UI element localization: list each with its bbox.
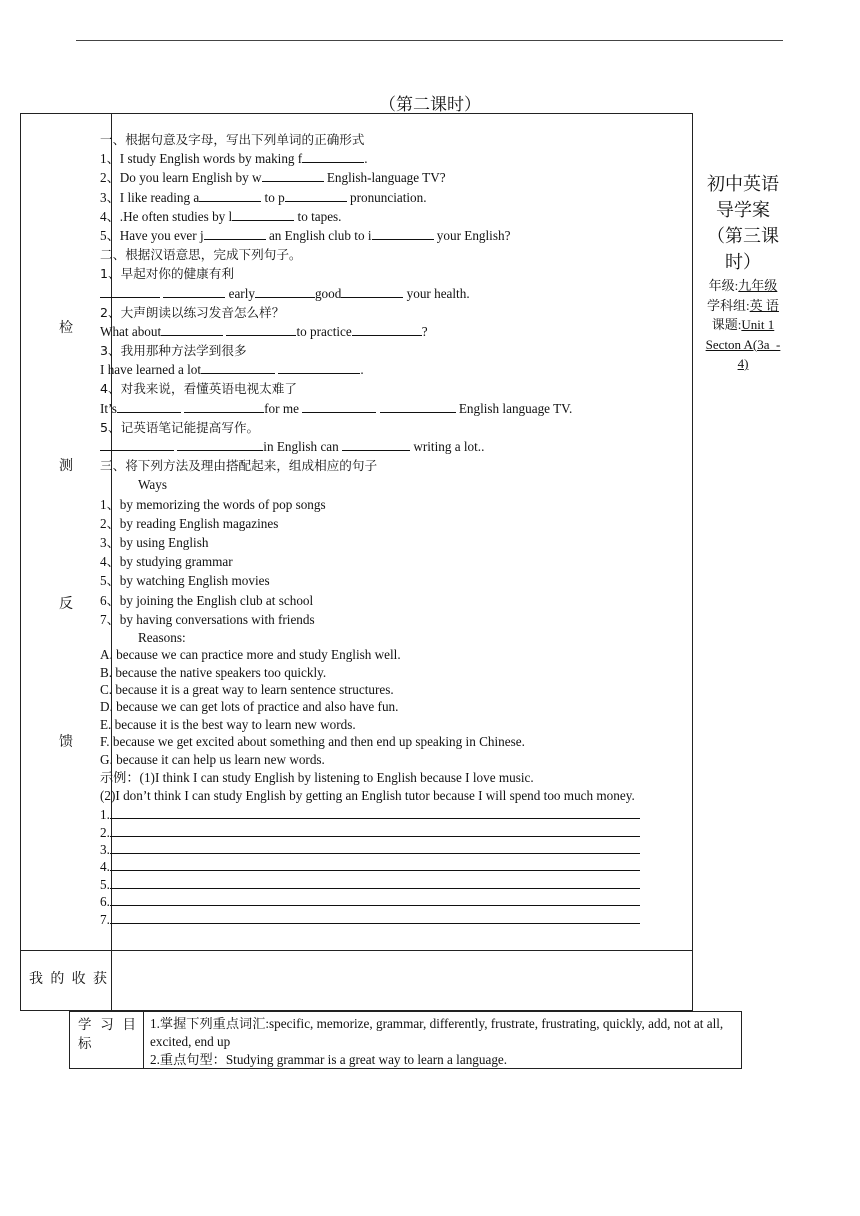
blank[interactable]	[100, 437, 174, 451]
answer-blank[interactable]	[110, 910, 640, 924]
side-info	[702, 172, 784, 374]
answer-line: 4.	[100, 857, 690, 874]
answer-blank[interactable]	[110, 875, 640, 889]
s5-chinese: 5、记英语笔记能提高写作。	[100, 419, 260, 435]
s1-english: early good your health.	[100, 284, 690, 303]
blank[interactable]	[226, 322, 296, 336]
section2-heading: 二、根据汉语意思，完成下列句子。	[100, 247, 302, 263]
answer-blank[interactable]	[110, 805, 640, 819]
way-item: 1、by memorizing the words of pop songs	[100, 496, 326, 512]
blank[interactable]	[380, 399, 456, 413]
subject-value: 英 语	[749, 297, 779, 313]
grade-value: 九年级	[738, 278, 778, 293]
s3-english: I have learned a lot .	[100, 362, 364, 378]
s2-english: What about to practice ?	[100, 323, 428, 339]
topic-prefix: 课题:	[711, 317, 742, 332]
reason-item: C. because it is a great way to learn sentence structures.	[100, 682, 394, 698]
s4-english: It’s for me English language TV.	[100, 400, 573, 416]
q2: 2、Do you learn English by w English-language TV?	[100, 170, 446, 186]
blank[interactable]	[163, 284, 225, 298]
blank[interactable]	[255, 284, 315, 298]
side-label-fan: 反	[59, 596, 73, 612]
goals-line-2: 2.重点句型：Studying grammar is a great way to learn a language.	[150, 1052, 508, 1067]
s4-chinese: 4、对我来说，看懂英语电视太难了	[100, 381, 297, 397]
example-2: (2)I don’t think I can study English by getting an English tutor because I will spend too much money.	[100, 788, 635, 804]
blank[interactable]	[199, 188, 261, 202]
blank[interactable]	[302, 399, 376, 413]
topic-value: Unit 1 Secton A(3a_- 4)	[705, 317, 781, 371]
page-title: （第二课时）	[379, 95, 481, 115]
section3-heading: 三、将下列方法及理由搭配起来，组成相应的句子	[100, 458, 378, 474]
answer-blank[interactable]	[110, 892, 640, 906]
s5-english: in English can writing a lot..	[100, 437, 690, 456]
reason-item: D. because we can get lots of practice and also have fun.	[100, 699, 399, 715]
side-label-jian: 检	[59, 320, 73, 336]
reason-item: E. because it is the best way to learn new words.	[100, 716, 356, 732]
q4: 4、.He often studies by l to tapes.	[100, 208, 342, 224]
ways-label: Ways	[138, 477, 167, 493]
side-meta	[702, 276, 784, 374]
blank[interactable]	[100, 284, 160, 298]
learning-goals-table	[69, 1011, 742, 1069]
goals-line-1: 1.掌握下列重点词汇:specific, memorize, grammar, differently, frustrate, frustrating, quickly, add, not at all, excited, end up	[150, 1016, 724, 1049]
blank[interactable]	[372, 226, 434, 240]
header-rule	[76, 40, 783, 41]
way-item: 5、by watching English movies	[100, 573, 270, 589]
blank[interactable]	[278, 360, 360, 374]
blank[interactable]	[161, 322, 223, 336]
answer-blank[interactable]	[110, 823, 640, 837]
way-item: 3、by using English	[100, 534, 209, 550]
answer-blank[interactable]	[110, 857, 640, 871]
blank[interactable]	[204, 226, 266, 240]
reason-item: B. because the native speakers too quickly.	[100, 664, 327, 680]
q3: 3、I like reading a to p pronunciation.	[100, 189, 427, 205]
way-item: 4、by studying grammar	[100, 554, 233, 570]
answer-line: 7.	[100, 910, 690, 927]
blank[interactable]	[342, 437, 410, 451]
s1-chinese: 1、早起对你的健康有利	[100, 266, 234, 282]
blank[interactable]	[201, 360, 275, 374]
side-label-ce: 测	[59, 458, 73, 474]
s2-chinese: 2、大声朗读以练习发音怎么样？	[100, 304, 285, 320]
blank[interactable]	[232, 207, 294, 221]
exercise-content	[100, 130, 690, 927]
q1: 1、I study English words by making f .	[100, 151, 368, 167]
answer-line: 3.	[100, 840, 690, 857]
goals-label: 学 习 目 标	[78, 1017, 136, 1052]
way-item: 6、by joining the English club at school	[100, 592, 314, 608]
s3-chinese: 3、我用那种方法学到很多	[100, 343, 247, 359]
side-title: 初中英语导学案（第三课时）	[707, 174, 779, 273]
answer-line: 2.	[100, 823, 690, 840]
answer-line: 5.	[100, 875, 690, 892]
reason-item: A. because we can practice more and study English well.	[100, 647, 401, 663]
goals-text	[150, 1015, 740, 1069]
way-item: 2、by reading English magazines	[100, 515, 279, 531]
blank[interactable]	[184, 399, 264, 413]
answer-line: 1.	[100, 805, 690, 822]
row-divider	[21, 950, 692, 951]
blank[interactable]	[302, 149, 364, 163]
reason-item: G. because it can help us learn new words.	[100, 751, 325, 767]
example-1: 示例：(1)I think I can study English by listening to English because I love music.	[100, 770, 534, 785]
blank[interactable]	[117, 399, 181, 413]
section1-heading: 一、根据句意及字母，写出下列单词的正确形式	[100, 132, 365, 147]
q5: 5、Have you ever j an English club to i your English?	[100, 227, 511, 243]
answer-blank[interactable]	[110, 840, 640, 854]
way-item: 7、by having conversations with friends	[100, 611, 315, 627]
subject-prefix: 学科组:	[707, 297, 750, 313]
my-gains-label: 我 的 收 获	[29, 971, 107, 987]
side-label-kui: 馈	[59, 734, 73, 750]
blank[interactable]	[262, 168, 324, 182]
reasons-label: Reasons:	[138, 629, 186, 645]
blank[interactable]	[352, 322, 422, 336]
blank[interactable]	[341, 284, 403, 298]
goals-divider	[143, 1012, 144, 1068]
answer-line: 6.	[100, 892, 690, 909]
blank[interactable]	[177, 437, 263, 451]
grade-prefix: 年级:	[708, 278, 739, 293]
blank[interactable]	[285, 188, 347, 202]
reason-item: F. because we get excited about something and then end up speaking in Chinese.	[100, 734, 525, 750]
